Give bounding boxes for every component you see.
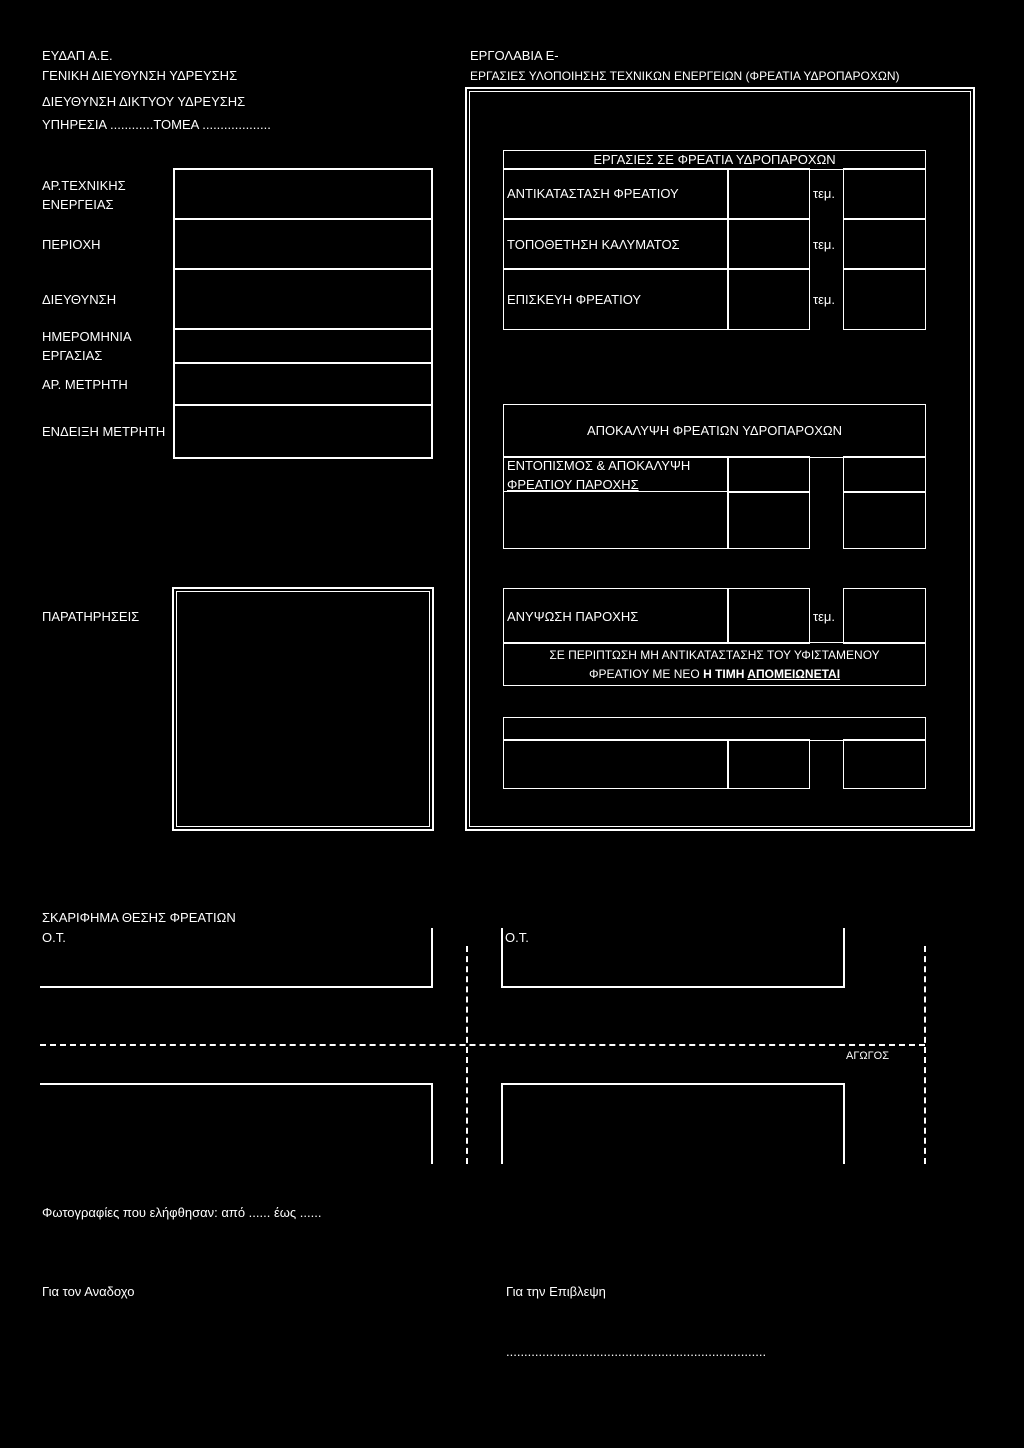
works-row-1-unit: τεμ. [813,186,836,201]
block-br-left-edge [501,1083,503,1164]
remarks-label: ΠΑΡΑΤΗΡΗΣΕΙΣ [42,609,140,624]
works-row-3-unit: τεμ. [813,292,836,307]
works-title: ΕΡΓΑΣΙΕΣ ΥΛΟΠΟΙΗΣΗΣ ΤΕΧΝΙΚΩΝ ΕΝΕΡΓΕΙΩΝ (ΦΡΕΑΤΙΑ ΥΔΡΟΠΑΡΟΧΩΝ) [470,69,900,83]
tech-action-label-2: ΕΝΕΡΓΕΙΑΣ [42,197,114,212]
tech-action-field[interactable] [173,168,433,220]
works-row-3-price[interactable] [843,268,926,330]
date-label-2: ΕΡΓΑΣΙΑΣ [42,348,103,363]
area-label: ΠΕΡΙΟΧΗ [42,237,101,252]
uncover-qty-bottom[interactable] [727,491,810,549]
address-field[interactable] [173,268,433,330]
uncover-row-divider [503,491,729,492]
uncover-price-top[interactable] [843,456,926,493]
block-bl-edge [431,1083,433,1164]
directorate: ΔΙΕΥΘΥΝΣΗ ΔΙΚΤΥΟΥ ΥΔΡΕΥΣΗΣ [42,94,246,109]
block-right-label: Ο.Τ. [505,930,529,945]
block-tl-edge [431,928,433,986]
general-directorate: ΓΕΝΙΚΗ ΔΙΕΥΘΥΝΣΗ ΥΔΡΕΥΣΗΣ [42,68,238,83]
street-axis [40,1044,925,1046]
uncover-table-title: ΑΠΟΚΑΛΥΨΗ ΦΡΕΑΤΙΩΝ ΥΔΡΟΠΑΡΟΧΩΝ [586,423,842,438]
sketch-title: ΣΚΑΡΙΦΗΜΑ ΘΕΣΗΣ ΦΡΕΑΤΙΩΝ [42,910,236,925]
meter-no-field[interactable] [173,362,433,406]
works-row-1-qty[interactable] [727,168,810,220]
meter-no-label: ΑΡ. ΜΕΤΡΗΤΗ [42,377,128,392]
supervision-signature-line[interactable]: ........................................................................ [506,1344,767,1359]
extra-row[interactable] [503,739,729,789]
contract-number: ΕΡΓΟΛΑΒΙΑ Ε- [470,48,559,63]
company-name: ΕΥΔΑΠ Α.Ε. [42,48,113,63]
block-br-top [501,1083,845,1085]
block-tl-base [40,986,433,988]
raise-unit: τεμ. [813,609,836,624]
block-br-right-edge [843,1083,845,1164]
pipe-label: ΑΓΩΓΟΣ [846,1050,890,1062]
block-bl-top [40,1083,433,1085]
date-label-1: ΗΜΕΡΟΜΗΝΙΑ [42,329,132,344]
meter-reading-field[interactable] [173,404,433,459]
contractor-signature-label: Για τον Αναδοχο [42,1284,135,1299]
block-tr-base [501,986,845,988]
tech-action-label-1: ΑΡ.ΤΕΧΝΙΚΗΣ [42,178,126,193]
uncover-row-label-2: ΦΡΕΑΤΙΟΥ ΠΑΡΟΧΗΣ [507,477,639,492]
block-left-label: Ο.Τ. [42,930,66,945]
pipe-line-right [924,946,926,1164]
date-field[interactable] [173,328,433,364]
extra-qty[interactable] [727,739,810,789]
block-tr-left-edge [501,928,503,986]
reduction-note-line-2: ΦΡΕΑΤΙΟΥ ΜΕ ΝΕΟ Η ΤΙΜΗ ΑΠΟΜΕΙΩΝΕΤΑΙ [588,667,841,681]
works-row-3-label: ΕΠΙΣΚΕΥΗ ΦΡΕΑΤΙΟΥ [507,292,642,307]
works-row-2-label: ΤΟΠΟΘΕΤΗΣΗ ΚΑΛΥΜΑΤΟΣ [507,237,680,252]
works-row-3-qty[interactable] [727,268,810,330]
address-label: ΔΙΕΥΘΥΝΣΗ [42,292,117,307]
uncover-qty-top[interactable] [727,456,810,493]
raise-qty[interactable] [727,588,810,644]
raise-price[interactable] [843,588,926,644]
works-row-2-qty[interactable] [727,218,810,270]
meter-reading-label: ΕΝΔΕΙΞΗ ΜΕΤΡΗΤΗ [42,424,166,439]
extra-price[interactable] [843,739,926,789]
works-row-2-unit: τεμ. [813,237,836,252]
extra-table-header [503,717,926,741]
uncover-row-label-1: ΕΝΤΟΠΙΣΜΟΣ & ΑΠΟΚΑΛΥΨΗ [507,458,691,473]
works-row-2-price[interactable] [843,218,926,270]
works-table-title: ΕΡΓΑΣΙΕΣ ΣΕ ΦΡΕΑΤΙΑ ΥΔΡΟΠΑΡΟΧΩΝ [593,152,836,167]
area-field[interactable] [173,218,433,270]
photos-line: Φωτογραφίες που ελήφθησαν: από ...... έως ...... [42,1205,322,1220]
block-tr-right-edge [843,928,845,986]
remarks-field-inner [176,591,430,827]
service-line: ΥΠΗΡΕΣΙΑ ............ΤΟΜΕΑ ................... [42,117,271,132]
supervision-signature-label: Για την Επιβλεψη [506,1284,606,1299]
works-row-1-price[interactable] [843,168,926,220]
raise-label: ΑΝΥΨΩΣΗ ΠΑΡΟΧΗΣ [507,609,639,624]
pipe-line-left [466,946,468,1164]
works-row-1-label: ΑΝΤΙΚΑΤΑΣΤΑΣΗ ΦΡΕΑΤΙΟΥ [507,186,679,201]
uncover-price-bottom[interactable] [843,491,926,549]
reduction-note-line-1: ΣΕ ΠΕΡΙΠΤΩΣΗ ΜΗ ΑΝΤΙΚΑΤΑΣΤΑΣΗΣ ΤΟΥ ΥΦΙΣΤΑΜΕΝΟΥ [549,648,880,662]
